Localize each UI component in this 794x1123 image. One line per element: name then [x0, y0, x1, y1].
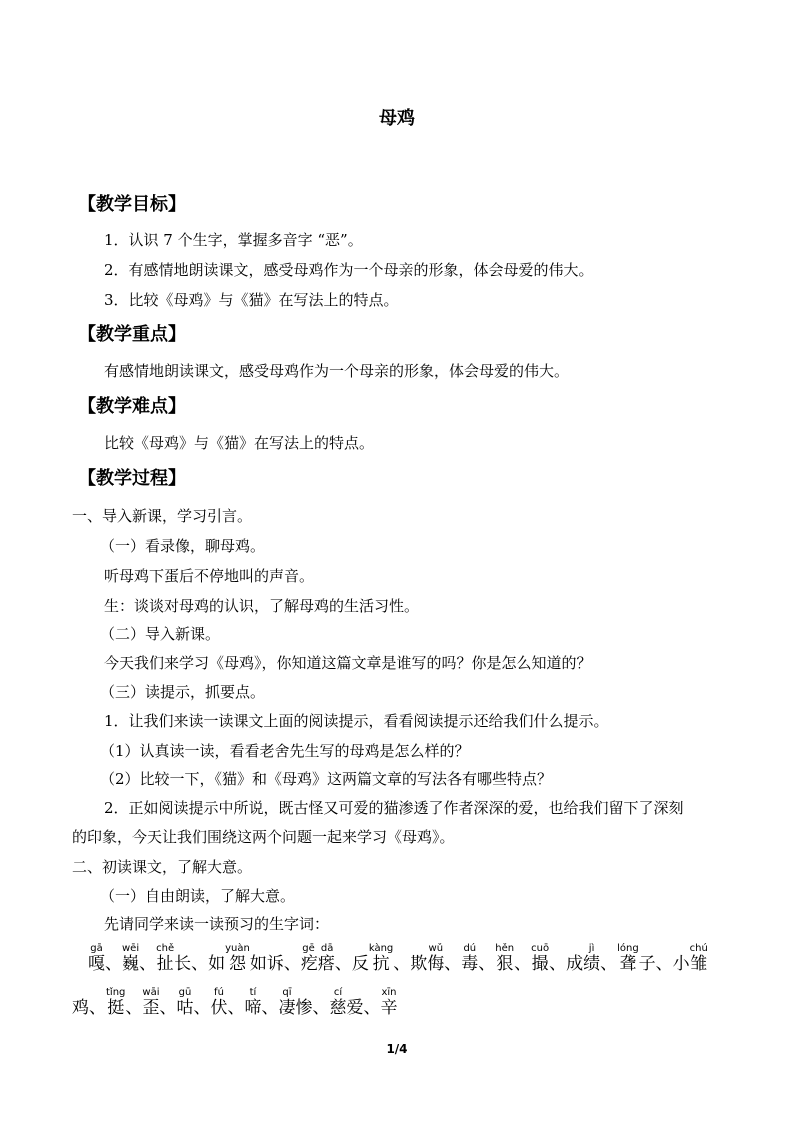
process-line: （三）读提示，抓要点。 — [100, 683, 266, 701]
process-line: 先请同学来读一读预习的生字词： — [104, 915, 330, 933]
heading-process: 【教学过程】 — [78, 468, 186, 489]
vocab-word: 伏fú 、 — [210, 987, 245, 1018]
objective-item-1: 1．认识 7 个生字，掌握多音字 “恶”。 — [104, 231, 363, 249]
vocab-word: 疙瘩gē dā 、反 — [300, 943, 369, 974]
heading-objectives: 【教学目标】 — [78, 194, 186, 215]
vocab-word: 歪wāi 、 — [142, 987, 177, 1018]
vocab-row-2 — [72, 978, 397, 1018]
vocab-word: 狠hěn 、 — [495, 943, 532, 974]
difficulties-text: 比较《母鸡》与《猫》在写法上的特点。 — [104, 434, 375, 452]
vocab-word: 绩jì 、 — [583, 943, 618, 974]
vocab-row-2-lead: 鸡、 — [72, 998, 106, 1018]
vocab-word: 挺tǐng 、 — [106, 987, 143, 1018]
process-line: 一、导入新课，学习引言。 — [72, 507, 253, 525]
vocab-word: 凄qī 惨、 — [278, 987, 330, 1018]
vocab-word: 聋lóng 子、小 — [617, 943, 690, 974]
vocab-word: 抗kàng 、欺 — [368, 943, 428, 974]
vocab-row-1 — [88, 934, 708, 974]
process-line: （1）认真读一读，看看老舍先生写的母鸡是怎么样的？ — [100, 742, 470, 760]
objective-item-2: 2．有感情地朗读课文，感受母鸡作为一个母亲的形象，体会母爱的伟大。 — [104, 261, 594, 279]
vocab-word: 侮wǔ 、 — [427, 943, 462, 974]
vocab-word: 雏chú — [689, 943, 708, 974]
process-line: 听母鸡下蛋后不停地叫的声音。 — [104, 567, 315, 585]
process-line: 二、初读课文，了解大意。 — [72, 858, 253, 876]
vocab-word: 咕gū 、 — [176, 987, 211, 1018]
heading-difficulties: 【教学难点】 — [78, 396, 186, 417]
process-line: （一）自由朗读，了解大意。 — [100, 887, 296, 905]
vocab-word: 慈cí 爱、 — [329, 987, 381, 1018]
process-line: 2．正如阅读提示中所说，既古怪又可爱的猫渗透了作者深深的爱，也给我们留下了深刻 — [104, 799, 684, 817]
process-line: （2）比较一下，《猫》和《母鸡》这两篇文章的写法各有哪些特点？ — [100, 770, 553, 788]
process-line: （一）看录像，聊母鸡。 — [100, 537, 266, 555]
vocab-word: 嘎gā 、 — [88, 943, 122, 974]
page-number: 1/4 — [386, 1042, 408, 1056]
heading-key-points: 【教学重点】 — [78, 324, 186, 345]
process-line: （二）导入新课。 — [100, 625, 221, 643]
vocab-word: 巍wēi 、 — [122, 943, 157, 974]
vocab-word: 怨yuàn 如诉、 — [225, 943, 301, 974]
vocab-word: 啼tí 、 — [244, 987, 279, 1018]
vocab-word: 撮cuō 、成 — [531, 943, 584, 974]
process-line: 生：谈谈对母鸡的认识，了解母鸡的生活习性。 — [104, 597, 420, 615]
process-line: 今天我们来学习《母鸡》，你知道这篇文章是谁写的吗？你是怎么知道的？ — [104, 654, 592, 672]
vocab-word: 辛xīn — [380, 987, 398, 1018]
process-line: 的印象，今天让我们围绕这两个问题一起来学习《母鸡》。 — [72, 828, 455, 846]
key-points-text: 有感情地朗读课文，感受母鸡作为一个母亲的形象，体会母爱的伟大。 — [104, 362, 570, 380]
objective-item-3: 3．比较《母鸡》与《猫》在写法上的特点。 — [104, 291, 399, 309]
vocab-word: 毒dú 、 — [461, 943, 496, 974]
process-line: 1．让我们来读一读课文上面的阅读提示，看看阅读提示还给我们什么提示。 — [104, 712, 609, 730]
vocab-word: 扯chě 长、如 — [156, 943, 226, 974]
page-title: 母鸡 — [379, 108, 415, 129]
